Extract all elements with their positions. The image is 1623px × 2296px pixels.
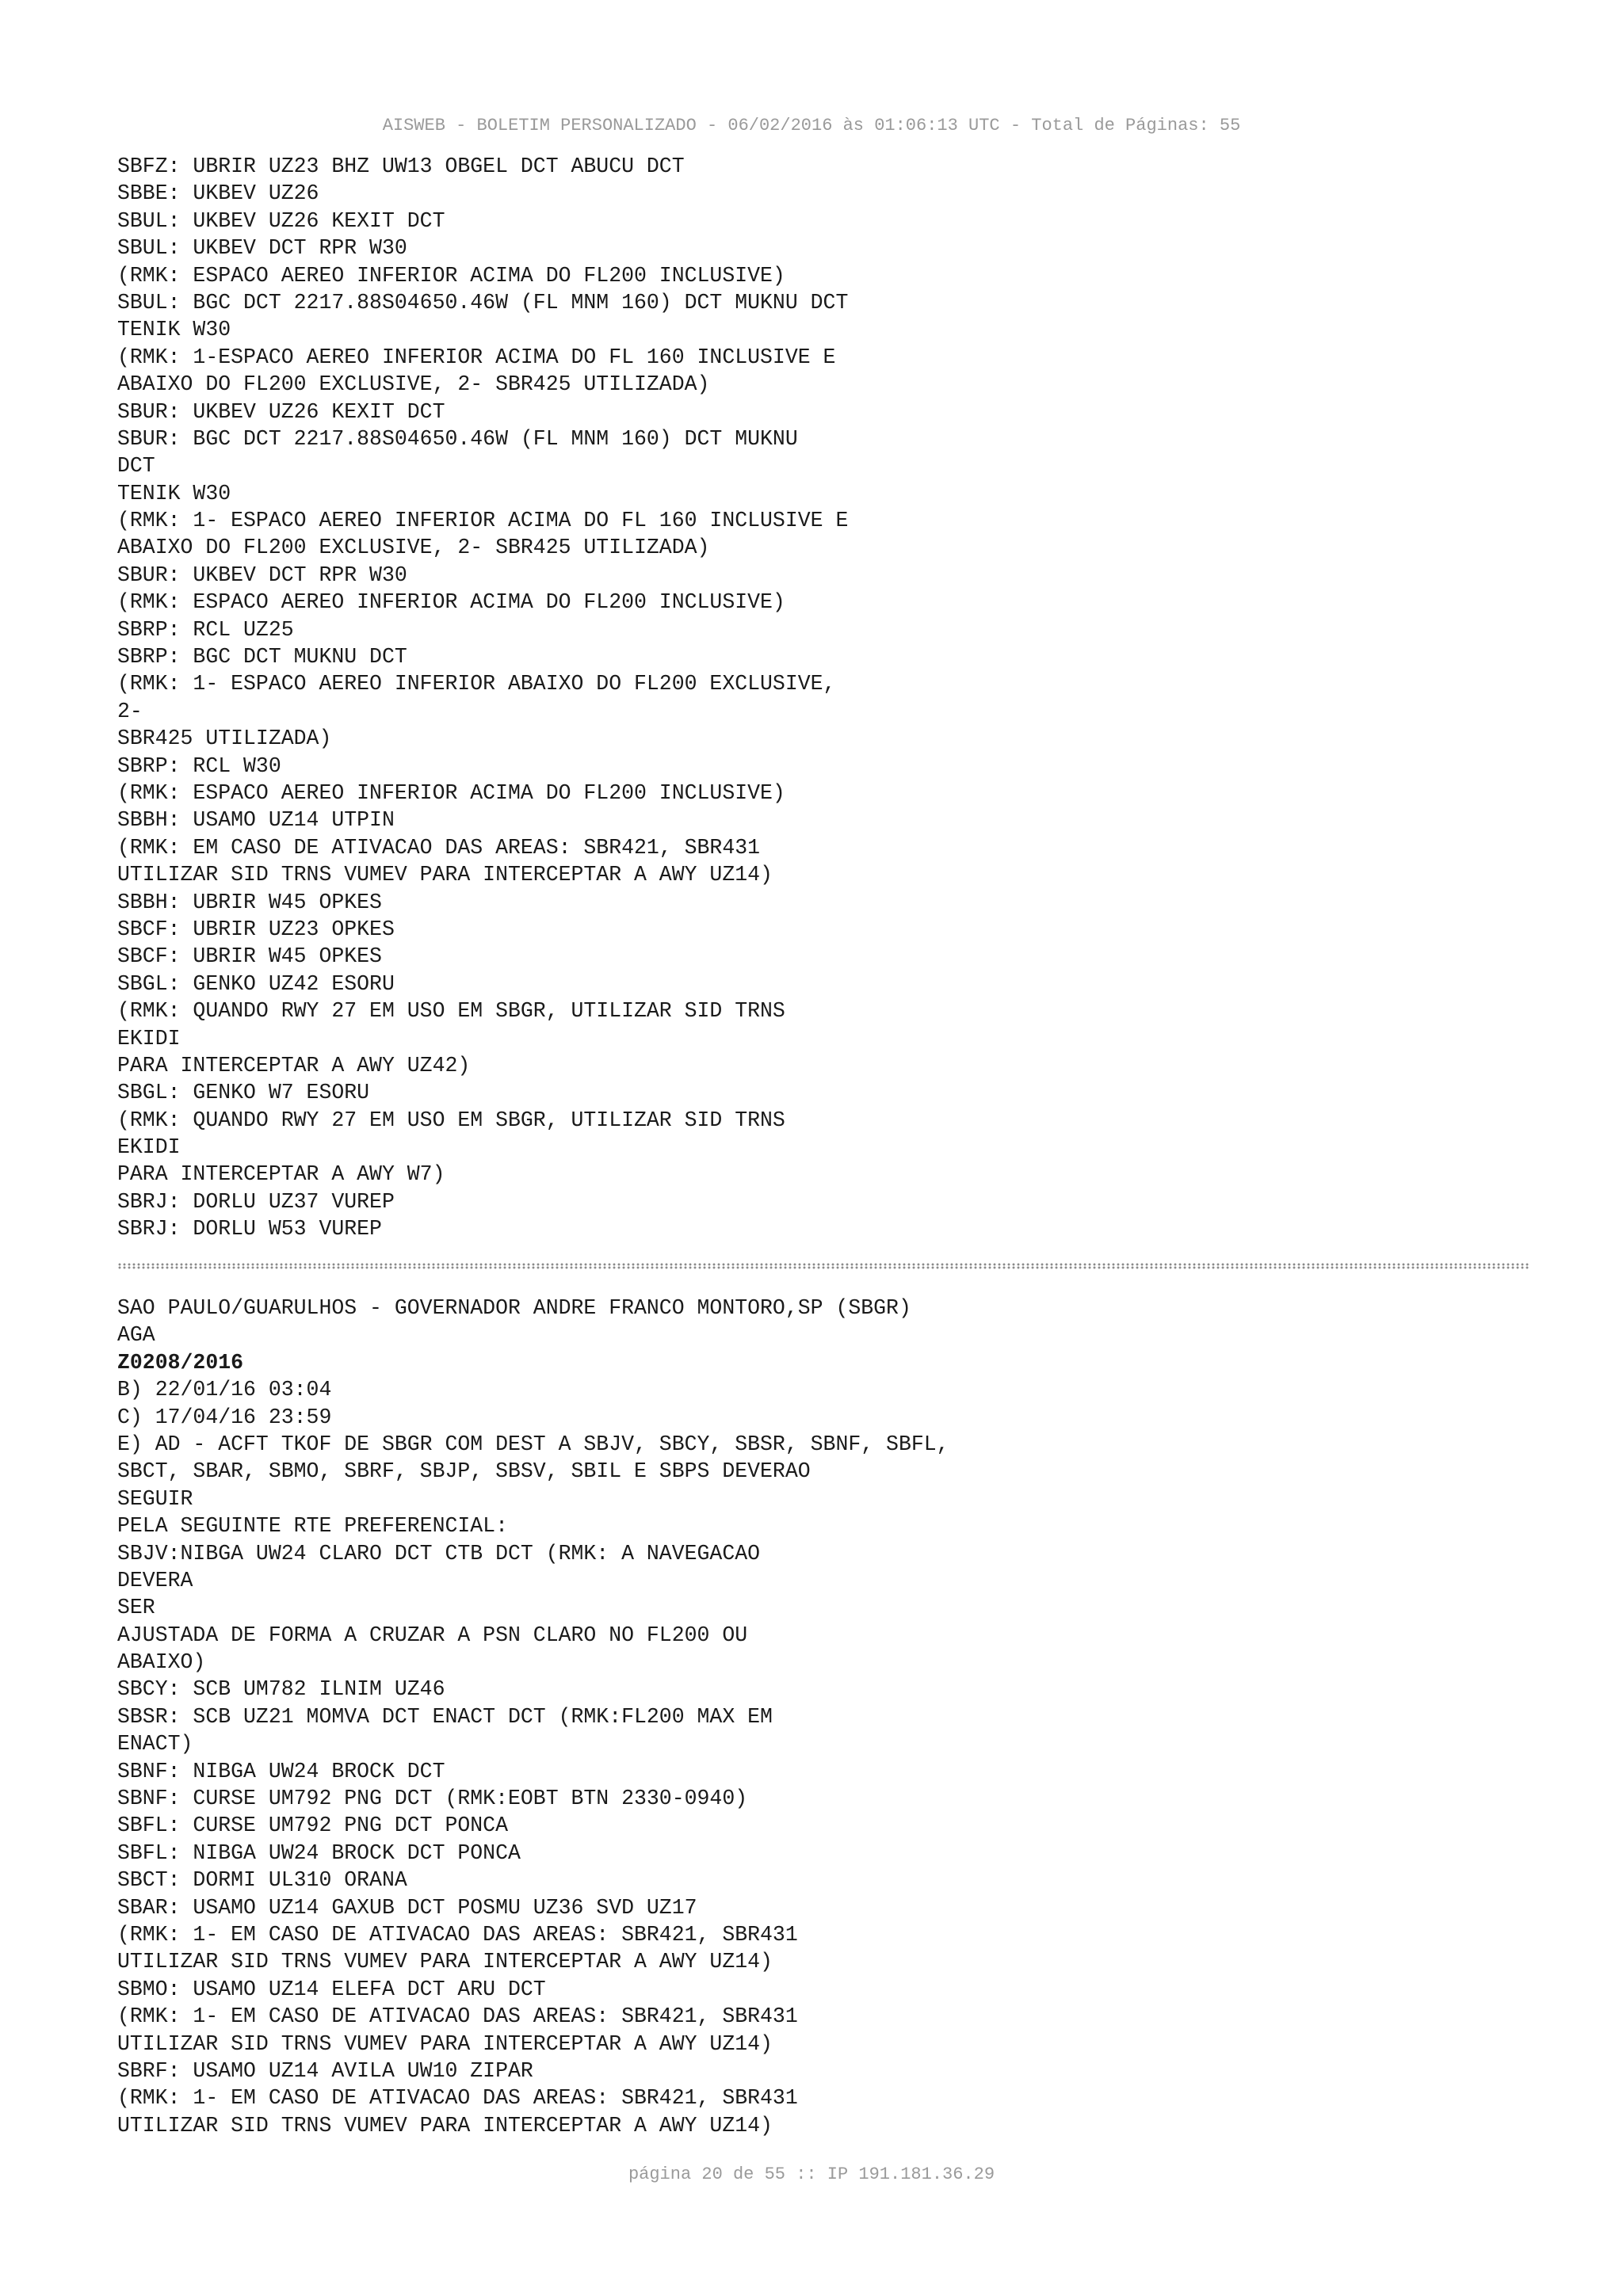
text-line: (RMK: 1- EM CASO DE ATIVACAO DAS AREAS: SBR421, SBR431 [117,2086,798,2111]
text-line: SBCT, SBAR, SBMO, SBRF, SBJP, SBSV, SBIL E SBPS DEVERAO [117,1459,811,1484]
text-line: SBAR: USAMO UZ14 GAXUB DCT POSMU UZ36 SVD UZ17 [117,1895,697,1920]
text-line: SBFZ: UBRIR UZ23 BHZ UW13 OBGEL DCT ABUCU DCT [117,154,685,178]
text-line: SBUR: UKBEV UZ26 KEXIT DCT [117,399,445,424]
text-line: ENACT) [117,1732,193,1756]
text-line: (RMK: ESPACO AEREO INFERIOR ACIMA DO FL200 INCLUSIVE) [117,780,785,805]
text-line: B) 22/01/16 03:04 [117,1378,332,1402]
text-line: UTILIZAR SID TRNS VUMEV PARA INTERCEPTAR A AWY UZ14) [117,2031,773,2056]
text-line: (RMK: 1- ESPACO AEREO INFERIOR ABAIXO DO FL200 EXCLUSIVE, [117,672,836,696]
text-line: AJUSTADA DE FORMA A CRUZAR A PSN CLARO NO FL200 OU [117,1623,748,1647]
text-line: SER [117,1596,155,1620]
text-line: SBUL: BGC DCT 2217.88S04650.46W (FL MNM 160) DCT MUKNU DCT [117,290,849,315]
notam-body [117,1376,1544,2139]
text-line: SEGUIR [117,1486,193,1511]
text-line: ABAIXO) [117,1650,206,1675]
text-line: ABAIXO DO FL200 EXCLUSIVE, 2- SBR425 UTILIZADA) [117,536,710,560]
text-line: (RMK: ESPACO AEREO INFERIOR ACIMA DO FL200 INCLUSIVE) [117,263,785,288]
text-line: SBJV:NIBGA UW24 CLARO DCT CTB DCT (RMK: A NAVEGACAO [117,1541,761,1566]
text-line: SBGL: GENKO UZ42 ESORU [117,971,395,996]
text-line: TENIK W30 [117,318,231,342]
text-line: EKIDI [117,1135,181,1160]
text-line: (RMK: ESPACO AEREO INFERIOR ACIMA DO FL200 INCLUSIVE) [117,590,785,615]
route-list-continued [117,153,1544,1243]
text-line: SBRP: RCL W30 [117,753,281,778]
text-line: UTILIZAR SID TRNS VUMEV PARA INTERCEPTAR A AWY UZ14) [117,1950,773,1974]
aerodrome-name: SAO PAULO/GUARULHOS - GOVERNADOR ANDRE FRANCO MONTORO,SP (SBGR) [117,1296,911,1320]
text-line: PARA INTERCEPTAR A AWY W7) [117,1162,445,1187]
text-line: PARA INTERCEPTAR A AWY UZ42) [117,1053,471,1077]
text-line: (RMK: 1-ESPACO AEREO INFERIOR ACIMA DO FL 160 INCLUSIVE E [117,345,836,369]
text-line: UTILIZAR SID TRNS VUMEV PARA INTERCEPTAR A AWY UZ14) [117,863,773,887]
text-line: SBBH: USAMO UZ14 UTPIN [117,808,395,833]
notam-category: AGA [117,1323,155,1348]
text-line: (RMK: 1- EM CASO DE ATIVACAO DAS AREAS: SBR421, SBR431 [117,2004,798,2029]
notam-section [117,1295,1544,2139]
text-line: SBBE: UKBEV UZ26 [117,181,319,206]
text-line: SBCF: UBRIR UZ23 OPKES [117,917,395,941]
text-line: ABAIXO DO FL200 EXCLUSIVE, 2- SBR425 UTILIZADA) [117,372,710,397]
page-header: AISWEB - BOLETIM PERSONALIZADO - 06/02/2016 às 01:06:13 UTC - Total de Páginas: 55 [382,116,1241,135]
text-line: DCT [117,454,155,479]
text-line: SBUL: UKBEV UZ26 KEXIT DCT [117,208,445,233]
section-divider [117,1263,1529,1269]
text-line: SBRP: BGC DCT MUKNU DCT [117,645,407,669]
text-line: SBUR: UKBEV DCT RPR W30 [117,563,407,587]
text-line: SBFL: CURSE UM792 PNG DCT PONCA [117,1814,508,1838]
text-line: SBCT: DORMI UL310 ORANA [117,1868,407,1893]
text-line: (RMK: 1- EM CASO DE ATIVACAO DAS AREAS: SBR421, SBR431 [117,1922,798,1947]
text-line: E) AD - ACFT TKOF DE SBGR COM DEST A SBJV, SBCY, SBSR, SBNF, SBFL, [117,1432,949,1456]
text-line: (RMK: EM CASO DE ATIVACAO DAS AREAS: SBR421, SBR431 [117,835,761,860]
text-line: SBUL: UKBEV DCT RPR W30 [117,236,407,261]
text-line: SBCF: UBRIR W45 OPKES [117,944,382,969]
text-line: UTILIZAR SID TRNS VUMEV PARA INTERCEPTAR A AWY UZ14) [117,2113,773,2138]
text-line: C) 17/04/16 23:59 [117,1405,332,1429]
text-line: EKIDI [117,1026,181,1051]
text-line: PELA SEGUINTE RTE PREFERENCIAL: [117,1514,508,1539]
text-line: SBR425 UTILIZADA) [117,727,332,751]
text-line: (RMK: QUANDO RWY 27 EM USO EM SBGR, UTILIZAR SID TRNS [117,999,785,1024]
text-line: SBRP: RCL UZ25 [117,617,294,642]
text-line: SBSR: SCB UZ21 MOMVA DCT ENACT DCT (RMK:FL200 MAX EM [117,1704,773,1729]
text-line: SBNF: CURSE UM792 PNG DCT (RMK:EOBT BTN 2330-0940) [117,1787,748,1811]
text-line: SBUR: BGC DCT 2217.88S04650.46W (FL MNM 160) DCT MUKNU [117,426,798,451]
text-line: SBMO: USAMO UZ14 ELEFA DCT ARU DCT [117,1977,546,2001]
page-footer: página 20 de 55 :: IP 191.181.36.29 [628,2164,995,2184]
text-line: SBGL: GENKO W7 ESORU [117,1081,370,1105]
text-line: SBRJ: DORLU UZ37 VUREP [117,1189,395,1214]
text-line: (RMK: QUANDO RWY 27 EM USO EM SBGR, UTILIZAR SID TRNS [117,1108,785,1132]
text-line: DEVERA [117,1568,193,1592]
text-line: SBRF: USAMO UZ14 AVILA UW10 ZIPAR [117,2058,533,2083]
text-line: SBRJ: DORLU W53 VUREP [117,1217,382,1241]
text-line: SBFL: NIBGA UW24 BROCK DCT PONCA [117,1840,521,1865]
text-line: SBNF: NIBGA UW24 BROCK DCT [117,1759,445,1783]
text-line: TENIK W30 [117,481,231,505]
text-line: (RMK: 1- ESPACO AEREO INFERIOR ACIMA DO FL 160 INCLUSIVE E [117,509,849,533]
text-line: 2- [117,699,143,723]
text-line: SBCY: SCB UM782 ILNIM UZ46 [117,1677,445,1702]
notam-id: Z0208/2016 [117,1350,244,1375]
text-line: SBBH: UBRIR W45 OPKES [117,890,382,914]
